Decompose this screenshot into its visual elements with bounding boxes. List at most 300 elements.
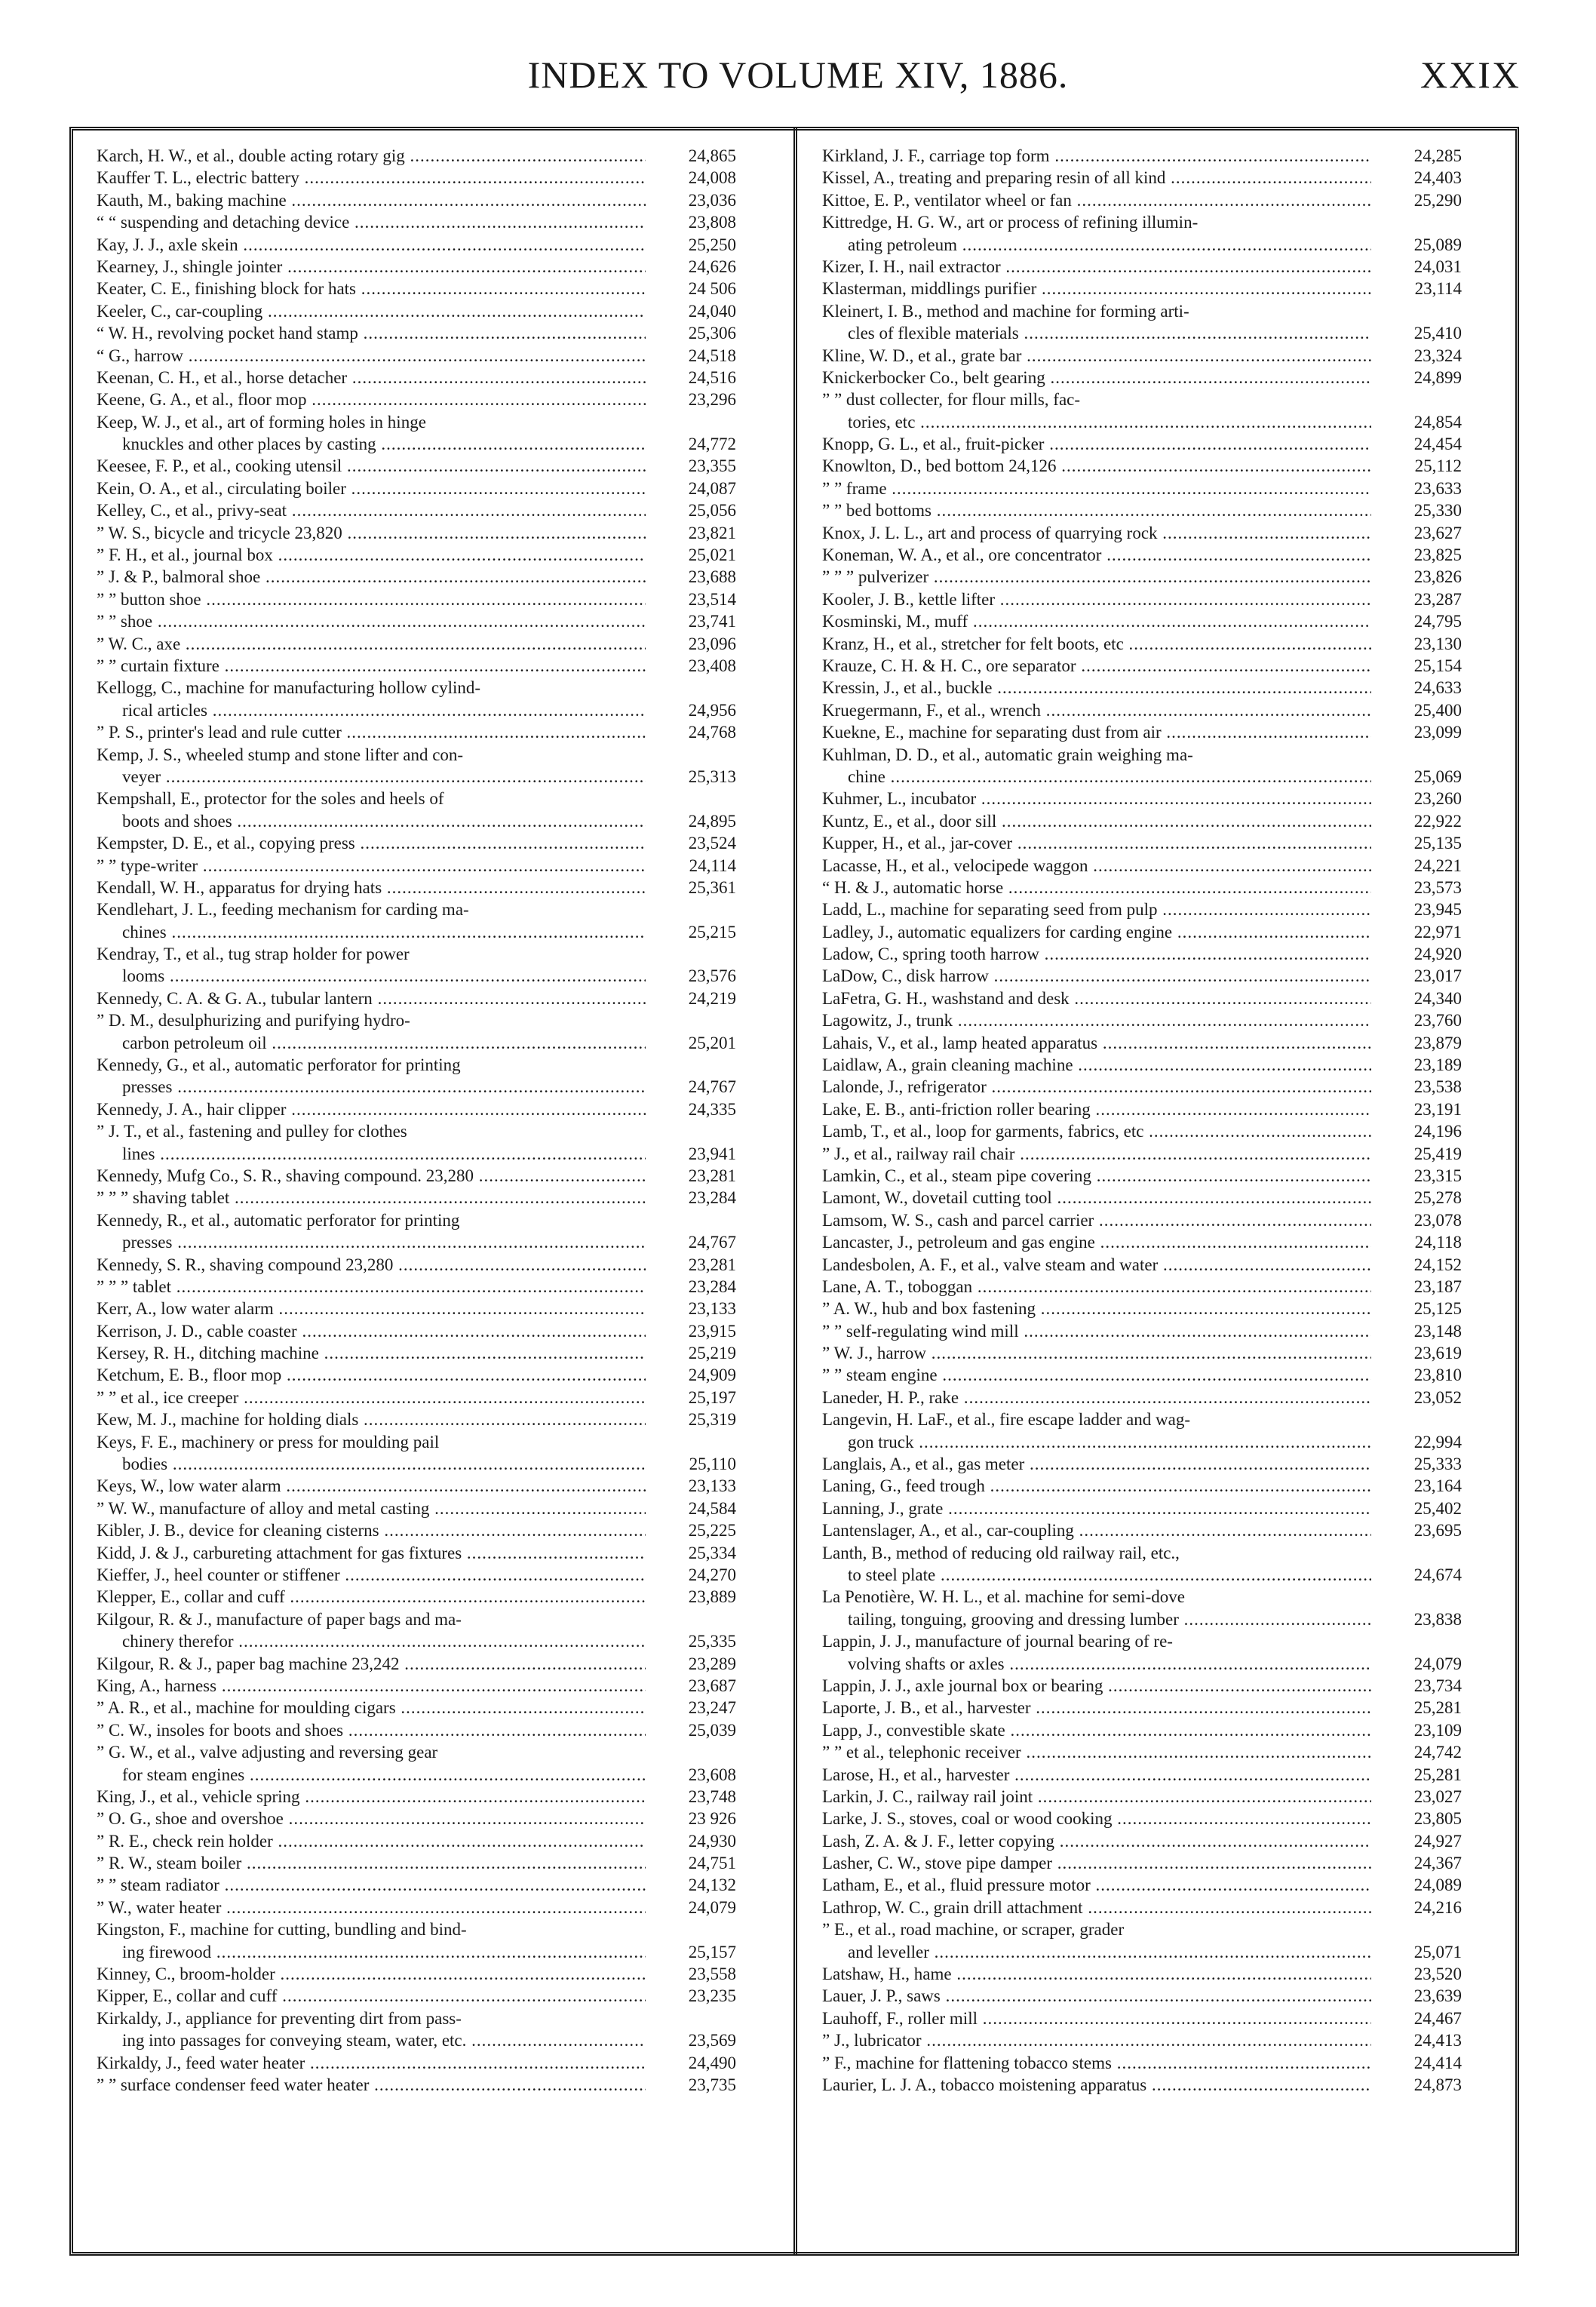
index-entry bbox=[97, 1165, 742, 1187]
entry-text: ing into passages for conveying steam, water, etc. ..... bbox=[97, 2029, 652, 2051]
entry-text: ” J., et al., railway rail chair ..... bbox=[822, 1143, 1377, 1165]
patent-number: 24,767 bbox=[646, 1076, 736, 1098]
entry-text: Kennedy, Mufg Co., S. R., shaving compound. 23,280 ..... bbox=[97, 1165, 652, 1187]
entry-text: ” W. J., harrow ..... bbox=[822, 1342, 1377, 1364]
patent-number: 23,260 bbox=[1371, 788, 1462, 809]
index-entry bbox=[822, 167, 1468, 189]
patent-number: 23,281 bbox=[646, 1254, 736, 1276]
index-entry bbox=[97, 1408, 742, 1430]
entry-text: Keys, W., low water alarm ..... bbox=[97, 1475, 652, 1497]
index-entry bbox=[97, 655, 742, 677]
patent-number: 25,056 bbox=[646, 499, 736, 521]
entry-text: Laporte, J. B., et al., harvester ..... bbox=[822, 1697, 1377, 1719]
index-entry bbox=[97, 1941, 742, 1963]
entry-text: Kelley, C., et al., privy-seat ..... bbox=[97, 499, 652, 521]
patent-number: 23,408 bbox=[646, 655, 736, 677]
entry-text: Kieffer, J., heel counter or stiffener ..... bbox=[97, 1564, 652, 1586]
patent-number: 23,284 bbox=[646, 1276, 736, 1298]
entry-text: ” P. S., printer's lead and rule cutter ..... bbox=[97, 721, 652, 743]
index-entry bbox=[97, 810, 742, 832]
patent-number: 24,219 bbox=[646, 988, 736, 1009]
page-header bbox=[0, 53, 1596, 98]
index-entry bbox=[822, 610, 1468, 632]
index-entry bbox=[97, 1054, 742, 1076]
patent-number: 24,414 bbox=[1371, 2052, 1462, 2074]
index-entry bbox=[97, 855, 742, 877]
entry-text: ating petroleum ..... bbox=[822, 234, 1377, 256]
index-entry bbox=[822, 766, 1468, 788]
patent-number: 25,110 bbox=[646, 1453, 736, 1475]
right-index-column bbox=[822, 145, 1468, 2096]
entry-text: Larkin, J. C., railway rail joint ..... bbox=[822, 1786, 1377, 1808]
index-entry bbox=[97, 322, 742, 344]
index-entry bbox=[822, 1719, 1468, 1741]
patent-number: 23,538 bbox=[1371, 1076, 1462, 1098]
entry-text: Keesee, F. P., et al., cooking utensil ..... bbox=[97, 455, 652, 477]
patent-number: 24,956 bbox=[646, 699, 736, 721]
patent-number: 24,031 bbox=[1371, 256, 1462, 278]
patent-number: 23,695 bbox=[1371, 1519, 1462, 1541]
entry-text: ” J. T., et al., fastening and pulley for clothes bbox=[97, 1122, 407, 1141]
index-entry bbox=[822, 1231, 1468, 1253]
patent-number: 25,361 bbox=[646, 877, 736, 899]
index-entry bbox=[822, 744, 1468, 766]
entry-text: ” ” ” tablet ..... bbox=[97, 1276, 652, 1298]
index-entry bbox=[822, 855, 1468, 877]
index-entry bbox=[822, 2052, 1468, 2074]
index-entry bbox=[822, 1387, 1468, 1408]
entry-text: Kittredge, H. G. W., art or process of refining illumin- bbox=[822, 213, 1199, 232]
patent-number: 23,748 bbox=[646, 1786, 736, 1808]
entry-text: ” ” frame ..... bbox=[822, 478, 1377, 499]
entry-text: LaDow, C., disk harrow ..... bbox=[822, 965, 1377, 987]
entry-text: ” ” self-regulating wind mill ..... bbox=[822, 1320, 1377, 1342]
index-entry bbox=[97, 1653, 742, 1675]
patent-number: 23,099 bbox=[1371, 721, 1462, 743]
entry-text: Krauze, C. H. & H. C., ore separator ..... bbox=[822, 655, 1377, 677]
entry-text: Kerr, A., low water alarm ..... bbox=[97, 1298, 652, 1319]
index-entry bbox=[97, 1254, 742, 1276]
patent-number: 24,490 bbox=[646, 2052, 736, 2074]
patent-number: 23,130 bbox=[1371, 633, 1462, 655]
patent-number: 23,826 bbox=[1371, 566, 1462, 588]
index-entry bbox=[822, 1675, 1468, 1697]
patent-number: 23,838 bbox=[1371, 1608, 1462, 1630]
entry-text: bodies ..... bbox=[97, 1453, 652, 1475]
patent-number: 24,854 bbox=[1371, 411, 1462, 433]
patent-number: 23,810 bbox=[1371, 1364, 1462, 1386]
entry-text: ” ” et al., telephonic receiver ..... bbox=[822, 1741, 1377, 1763]
index-entry bbox=[822, 899, 1468, 920]
index-entry bbox=[822, 1098, 1468, 1120]
patent-number: 23,608 bbox=[646, 1764, 736, 1786]
patent-number: 23,760 bbox=[1371, 1009, 1462, 1031]
patent-number: 25,021 bbox=[646, 544, 736, 566]
index-entry bbox=[822, 455, 1468, 477]
patent-number: 24,584 bbox=[646, 1498, 736, 1519]
index-entry bbox=[822, 2074, 1468, 2096]
entry-text: Kressin, J., et al., buckle ..... bbox=[822, 677, 1377, 699]
entry-text: Kirkaldy, J., feed water heater ..... bbox=[97, 2052, 652, 2074]
entry-text: Kosminski, M., muff ..... bbox=[822, 610, 1377, 632]
entry-text: Kruegermann, F., et al., wrench ..... bbox=[822, 699, 1377, 721]
index-entry bbox=[97, 943, 742, 965]
entry-text: tories, etc ..... bbox=[822, 411, 1377, 433]
index-entry bbox=[822, 1431, 1468, 1453]
index-entry bbox=[822, 1364, 1468, 1386]
patent-number: 25,250 bbox=[646, 234, 736, 256]
entry-text: Ladd, L., machine for separating seed from pulp ..... bbox=[822, 899, 1377, 920]
patent-number: 23,164 bbox=[1371, 1475, 1462, 1497]
index-entry bbox=[97, 1120, 742, 1142]
index-entry bbox=[822, 566, 1468, 588]
entry-text: Kingston, F., machine for cutting, bundling and bind- bbox=[97, 1920, 467, 1940]
patent-number: 22,994 bbox=[1371, 1431, 1462, 1453]
index-entry bbox=[97, 1741, 742, 1763]
index-entry bbox=[822, 921, 1468, 943]
index-entry bbox=[97, 2074, 742, 2096]
entry-text: for steam engines ..... bbox=[97, 1764, 652, 1786]
patent-number: 24 506 bbox=[646, 278, 736, 300]
patent-number: 24,751 bbox=[646, 1852, 736, 1874]
index-entry bbox=[97, 1586, 742, 1608]
index-entry bbox=[822, 433, 1468, 455]
entry-text: ” F., machine for flattening tobacco stems ..... bbox=[822, 2052, 1377, 2074]
entry-text: Kirkaldy, J., appliance for preventing dirt from pass- bbox=[97, 2008, 462, 2028]
index-entry bbox=[97, 1143, 742, 1165]
patent-number: 25,419 bbox=[1371, 1143, 1462, 1165]
index-entry bbox=[822, 1586, 1468, 1608]
patent-number: 23,941 bbox=[646, 1143, 736, 1165]
index-entry bbox=[822, 2029, 1468, 2051]
patent-number: 23,879 bbox=[1371, 1032, 1462, 1054]
entry-text: Landesbolen, A. F., et al., valve steam and water ..... bbox=[822, 1254, 1377, 1276]
patent-number: 24,340 bbox=[1371, 988, 1462, 1009]
index-entry bbox=[822, 1298, 1468, 1319]
patent-number: 25,201 bbox=[646, 1032, 736, 1054]
index-entry bbox=[97, 167, 742, 189]
index-entry bbox=[822, 1320, 1468, 1342]
patent-number: 24,920 bbox=[1371, 943, 1462, 965]
entry-text: Kipper, E., collar and cuff ..... bbox=[97, 1985, 652, 2007]
patent-number: 23,520 bbox=[1371, 1963, 1462, 1985]
index-entry bbox=[97, 1187, 742, 1209]
entry-text: Lake, E. B., anti-friction roller bearing ..... bbox=[822, 1098, 1377, 1120]
index-entry bbox=[822, 1764, 1468, 1786]
index-entry bbox=[822, 322, 1468, 344]
entry-text: gon truck ..... bbox=[822, 1431, 1377, 1453]
entry-text: Kuntz, E., et al., door sill ..... bbox=[822, 810, 1377, 832]
entry-text: ” ” curtain fixture ..... bbox=[97, 655, 652, 677]
patent-number: 24,118 bbox=[1371, 1231, 1462, 1253]
index-entry bbox=[822, 2007, 1468, 2029]
index-entry bbox=[822, 478, 1468, 499]
entry-text: Keys, F. E., machinery or press for moulding pail bbox=[97, 1432, 440, 1451]
patent-number: 25,071 bbox=[1371, 1941, 1462, 1963]
patent-number: 24,454 bbox=[1371, 433, 1462, 455]
entry-text: Kuhlman, D. D., et al., automatic grain weighing ma- bbox=[822, 745, 1193, 764]
patent-number: 24,768 bbox=[646, 721, 736, 743]
index-entry bbox=[97, 1786, 742, 1808]
patent-number: 23,805 bbox=[1371, 1808, 1462, 1829]
index-entry bbox=[97, 1764, 742, 1786]
index-entry bbox=[97, 367, 742, 389]
index-entry bbox=[97, 522, 742, 544]
entry-text: ” ” ” shaving tablet ..... bbox=[97, 1187, 652, 1209]
patent-number: 23,889 bbox=[646, 1586, 736, 1608]
patent-number: 25,306 bbox=[646, 322, 736, 344]
patent-number: 23,619 bbox=[1371, 1342, 1462, 1364]
entry-text: Kauth, M., baking machine ..... bbox=[97, 189, 652, 211]
entry-text: Kerrison, J. D., cable coaster ..... bbox=[97, 1320, 652, 1342]
entry-text: Kleinert, I. B., method and machine for forming arti- bbox=[822, 301, 1189, 321]
index-entry bbox=[97, 1009, 742, 1031]
index-entry bbox=[822, 389, 1468, 410]
entry-text: Latham, E., et al., fluid pressure motor ..... bbox=[822, 1874, 1377, 1896]
patent-number: 25,069 bbox=[1371, 766, 1462, 788]
entry-text: Kilgour, R. & J., manufacture of paper bags and ma- bbox=[97, 1609, 462, 1629]
entry-text: Kissel, A., treating and preparing resin of all kind ..... bbox=[822, 167, 1377, 189]
patent-number: 22,971 bbox=[1371, 921, 1462, 943]
patent-number: 25,219 bbox=[646, 1342, 736, 1364]
patent-number: 24,742 bbox=[1371, 1741, 1462, 1763]
patent-number: 24,899 bbox=[1371, 367, 1462, 389]
entry-text: Kendray, T., et al., tug strap holder for power bbox=[97, 945, 410, 964]
index-entry bbox=[822, 1741, 1468, 1763]
patent-number: 23,558 bbox=[646, 1963, 736, 1985]
entry-text: Kittoe, E. P., ventilator wheel or fan ..... bbox=[822, 189, 1377, 211]
entry-text: Kupper, H., et al., jar-cover ..... bbox=[822, 832, 1377, 854]
index-entry bbox=[822, 810, 1468, 832]
index-entry bbox=[822, 1187, 1468, 1209]
entry-text: ing firewood ..... bbox=[97, 1941, 652, 1963]
index-entry bbox=[822, 367, 1468, 389]
patent-number: 25,313 bbox=[646, 766, 736, 788]
entry-text: La Penotière, W. H. L., et al. machine for semi-dove bbox=[822, 1587, 1185, 1607]
index-entry bbox=[97, 1231, 742, 1253]
entry-text: Kendall, W. H., apparatus for drying hats ..... bbox=[97, 877, 652, 899]
entry-text: King, A., harness ..... bbox=[97, 1675, 652, 1697]
entry-text: Kline, W. D., et al., grate bar ..... bbox=[822, 345, 1377, 367]
entry-text: ” F. H., et al., journal box ..... bbox=[97, 544, 652, 566]
patent-number: 24,079 bbox=[1371, 1653, 1462, 1675]
entry-text: presses ..... bbox=[97, 1076, 652, 1098]
index-entry bbox=[97, 1519, 742, 1541]
index-entry bbox=[822, 1408, 1468, 1430]
entry-text: Kibler, J. B., device for cleaning cisterns ..... bbox=[97, 1519, 652, 1541]
index-entry bbox=[822, 1143, 1468, 1165]
patent-number: 25,335 bbox=[646, 1630, 736, 1652]
patent-number: 24,626 bbox=[646, 256, 736, 278]
index-entry bbox=[822, 1009, 1468, 1031]
index-entry bbox=[97, 1032, 742, 1054]
patent-number: 24,079 bbox=[646, 1897, 736, 1918]
patent-number: 25,333 bbox=[1371, 1453, 1462, 1475]
index-entry bbox=[97, 1076, 742, 1098]
patent-number: 24,216 bbox=[1371, 1897, 1462, 1918]
patent-number: 25,125 bbox=[1371, 1298, 1462, 1319]
entry-text: LaFetra, G. H., washstand and desk ..... bbox=[822, 988, 1377, 1009]
index-entry bbox=[822, 832, 1468, 854]
index-entry bbox=[97, 1963, 742, 1985]
patent-number: 23,821 bbox=[646, 522, 736, 544]
patent-number: 23,627 bbox=[1371, 522, 1462, 544]
index-entry bbox=[822, 300, 1468, 322]
entry-text: Keep, W. J., et al., art of forming holes in hinge bbox=[97, 412, 426, 432]
entry-text: carbon petroleum oil ..... bbox=[97, 1032, 652, 1054]
index-entry bbox=[822, 721, 1468, 743]
entry-text: Kirkland, J. F., carriage top form ..... bbox=[822, 145, 1377, 167]
patent-number: 24,927 bbox=[1371, 1830, 1462, 1852]
entry-text: Keeler, C., car-coupling ..... bbox=[97, 300, 652, 322]
entry-text: Kizer, I. H., nail extractor ..... bbox=[822, 256, 1377, 278]
patent-number: 23,355 bbox=[646, 455, 736, 477]
entry-text: looms ..... bbox=[97, 965, 652, 987]
patent-number: 24,909 bbox=[646, 1364, 736, 1386]
entry-text: Kersey, R. H., ditching machine ..... bbox=[97, 1342, 652, 1364]
entry-text: ” D. M., desulphurizing and purifying hydro- bbox=[97, 1011, 410, 1031]
patent-number: 23,687 bbox=[646, 1675, 736, 1697]
entry-text: Lacasse, H., et al., velocipede waggon ..... bbox=[822, 855, 1377, 877]
entry-text: Lapp, J., convestible skate ..... bbox=[822, 1719, 1377, 1741]
patent-number: 23,688 bbox=[646, 566, 736, 588]
entry-text: Koneman, W. A., et al., ore concentrator ..... bbox=[822, 544, 1377, 566]
entry-text: Kennedy, C. A. & G. A., tubular lantern ..... bbox=[97, 988, 652, 1009]
entry-text: Lanth, B., method of reducing old railway rail, etc., bbox=[822, 1543, 1180, 1562]
index-entry bbox=[822, 1342, 1468, 1364]
patent-number: 23,133 bbox=[646, 1298, 736, 1319]
index-entry bbox=[822, 1453, 1468, 1475]
index-entry bbox=[97, 1719, 742, 1741]
entry-text: presses ..... bbox=[97, 1231, 652, 1253]
patent-number: 23,189 bbox=[1371, 1054, 1462, 1076]
patent-number: 24,767 bbox=[646, 1231, 736, 1253]
index-entry bbox=[97, 1564, 742, 1586]
patent-number: 23,289 bbox=[646, 1653, 736, 1675]
index-entry bbox=[822, 677, 1468, 699]
entry-text: Karch, H. W., et al., double acting rotary gig ..... bbox=[97, 145, 652, 167]
patent-number: 24,152 bbox=[1371, 1254, 1462, 1276]
index-entry bbox=[97, 788, 742, 809]
patent-number: 24,413 bbox=[1371, 2029, 1462, 2051]
index-entry bbox=[97, 389, 742, 410]
entry-text: cles of flexible materials ..... bbox=[822, 322, 1377, 344]
entry-text: Laneder, H. P., rake ..... bbox=[822, 1387, 1377, 1408]
entry-text: Knickerbocker Co., belt gearing ..... bbox=[822, 367, 1377, 389]
patent-number: 25,290 bbox=[1371, 189, 1462, 211]
index-entry bbox=[822, 988, 1468, 1009]
entry-text: Keater, C. E., finishing block for hats ..... bbox=[97, 278, 652, 300]
index-entry bbox=[97, 1298, 742, 1319]
entry-text: Kuhmer, L., incubator ..... bbox=[822, 788, 1377, 809]
entry-text: ” ” steam radiator ..... bbox=[97, 1874, 652, 1896]
patent-number: 24,895 bbox=[646, 810, 736, 832]
entry-text: tailing, tonguing, grooving and dressing lumber ..... bbox=[822, 1608, 1377, 1630]
patent-number: 23,514 bbox=[646, 588, 736, 610]
entry-text: ” R. E., check rein holder ..... bbox=[97, 1830, 652, 1852]
index-entry bbox=[97, 455, 742, 477]
entry-text: Lancaster, J., petroleum and gas engine ..... bbox=[822, 1231, 1377, 1253]
index-entry bbox=[97, 1675, 742, 1697]
entry-text: Kranz, H., et al., stretcher for felt boots, etc ..... bbox=[822, 633, 1377, 655]
entry-text: Kemp, J. S., wheeled stump and stone lifter and con- bbox=[97, 745, 464, 764]
index-entry bbox=[822, 1918, 1468, 1940]
entry-text: Kendlehart, J. L., feeding mechanism for carding ma- bbox=[97, 900, 469, 920]
index-entry bbox=[97, 300, 742, 322]
index-entry bbox=[822, 1985, 1468, 2007]
patent-number: 23,281 bbox=[646, 1165, 736, 1187]
patent-number: 25,402 bbox=[1371, 1498, 1462, 1519]
patent-number: 25,281 bbox=[1371, 1697, 1462, 1719]
patent-number: 24,795 bbox=[1371, 610, 1462, 632]
patent-number: 23,825 bbox=[1371, 544, 1462, 566]
index-entry bbox=[97, 1498, 742, 1519]
patent-number: 23,052 bbox=[1371, 1387, 1462, 1408]
entry-text: ” W. C., axe ..... bbox=[97, 633, 652, 655]
patent-number: 23,734 bbox=[1371, 1675, 1462, 1697]
entry-text: Kennedy, G., et al., automatic perforator for printing bbox=[97, 1055, 461, 1075]
entry-text: Kempshall, E., protector for the soles and heels of bbox=[97, 789, 444, 809]
index-entry bbox=[822, 588, 1468, 610]
index-entry bbox=[822, 544, 1468, 566]
entry-text: Lagowitz, J., trunk ..... bbox=[822, 1009, 1377, 1031]
patent-number: 24,335 bbox=[646, 1098, 736, 1120]
patent-number: 23,633 bbox=[1371, 478, 1462, 499]
entry-text: Knox, J. L. L., art and process of quarrying rock ..... bbox=[822, 522, 1377, 544]
entry-text: Kellogg, C., machine for manufacturing hollow cylind- bbox=[97, 678, 481, 698]
index-entry bbox=[822, 211, 1468, 233]
index-entry bbox=[97, 1320, 742, 1342]
patent-number: 23,576 bbox=[646, 965, 736, 987]
index-entry bbox=[97, 1475, 742, 1497]
index-entry bbox=[97, 877, 742, 899]
patent-number: 24,089 bbox=[1371, 1874, 1462, 1896]
entry-text: ” ” bed bottoms ..... bbox=[822, 499, 1377, 521]
index-entry bbox=[822, 522, 1468, 544]
entry-text: ” ” shoe ..... bbox=[97, 610, 652, 632]
entry-text: Kempster, D. E., et al., copying press ..... bbox=[97, 832, 652, 854]
entry-text: Latshaw, H., hame ..... bbox=[822, 1963, 1377, 1985]
patent-number: 23,191 bbox=[1371, 1098, 1462, 1120]
patent-number: 24,633 bbox=[1371, 677, 1462, 699]
entry-text: Keenan, C. H., et al., horse detacher ..... bbox=[97, 367, 652, 389]
entry-text: Lantenslager, A., et al., car-coupling ..... bbox=[822, 1519, 1377, 1541]
index-entry bbox=[97, 677, 742, 699]
entry-text: Larose, H., et al., harvester ..... bbox=[822, 1764, 1377, 1786]
entry-text: ” E., et al., road machine, or scraper, grader bbox=[822, 1920, 1125, 1940]
index-entry bbox=[97, 1453, 742, 1475]
patent-number: 24,132 bbox=[646, 1874, 736, 1896]
entry-text: Lamb, T., et al., loop for garments, fabrics, etc ..... bbox=[822, 1120, 1377, 1142]
index-entry bbox=[822, 1165, 1468, 1187]
entry-text: ” W. S., bicycle and tricycle 23,820 ..... bbox=[97, 522, 652, 544]
index-entry bbox=[822, 1120, 1468, 1142]
index-entry bbox=[822, 1209, 1468, 1231]
index-entry bbox=[97, 1276, 742, 1298]
patent-number: 25,319 bbox=[646, 1408, 736, 1430]
index-entry bbox=[97, 988, 742, 1009]
entry-text: ” J. & P., balmoral shoe ..... bbox=[97, 566, 652, 588]
index-entry bbox=[97, 411, 742, 433]
patent-number: 23,741 bbox=[646, 610, 736, 632]
index-entry bbox=[822, 1852, 1468, 1874]
entry-text: Kidd, J. & J., carbureting attachment for gas fixtures ..... bbox=[97, 1542, 652, 1564]
entry-text: Laidlaw, A., grain cleaning machine ..... bbox=[822, 1054, 1377, 1076]
index-entry bbox=[97, 744, 742, 766]
patent-number: 24,270 bbox=[646, 1564, 736, 1586]
patent-number: 25,334 bbox=[646, 1542, 736, 1564]
patent-number: 22,922 bbox=[1371, 810, 1462, 832]
